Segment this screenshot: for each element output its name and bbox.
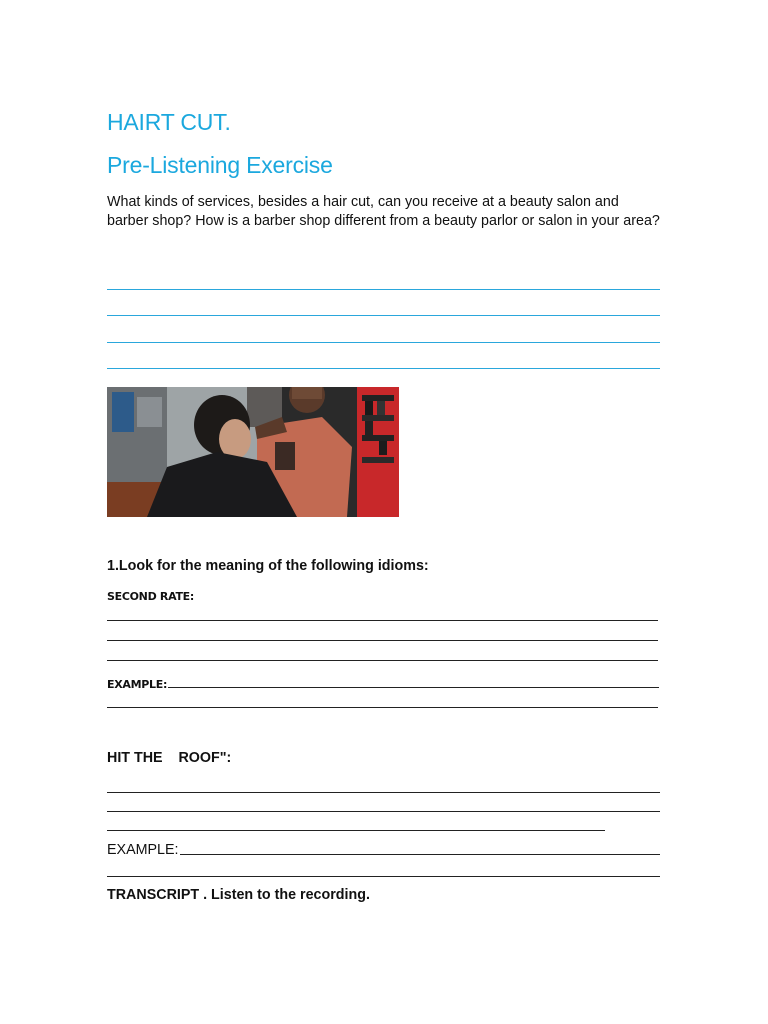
answer-line [107, 342, 660, 343]
answer-line [168, 687, 659, 688]
document-title: HAIRT CUT. [107, 109, 231, 135]
answer-line [107, 876, 660, 877]
idiom1-label: SECOND RATE: [107, 590, 194, 603]
answer-line [107, 660, 658, 661]
answer-line [107, 830, 605, 831]
idiom2-example-line [107, 840, 660, 858]
idiom2-example-label: EXAMPLE: [107, 842, 179, 858]
idiom1-example-label: EXAMPLE: [107, 678, 168, 691]
answer-line [107, 792, 660, 793]
intro-paragraph: What kinds of services, besides a hair cut, can you receive at a beauty salon and barber shop? How is a barber shop different from a beauty parlor or salon in your area? [107, 194, 660, 229]
answer-line [107, 707, 658, 708]
answer-line [107, 620, 658, 621]
answer-line [107, 640, 658, 641]
answer-line [107, 368, 660, 369]
barbershop-photo [107, 387, 399, 517]
idiom1-example-line [107, 675, 659, 691]
answer-line [107, 315, 660, 316]
idiom2-label: HIT THE ROOF": [107, 750, 232, 766]
transcript-heading: TRANSCRIPT . Listen to the recording. [107, 887, 370, 903]
section1-heading: 1.Look for the meaning of the following idioms: [107, 558, 429, 574]
answer-line [107, 811, 660, 812]
answer-line [180, 854, 660, 855]
section-subtitle: Pre-Listening Exercise [107, 152, 333, 178]
answer-line [107, 289, 660, 290]
